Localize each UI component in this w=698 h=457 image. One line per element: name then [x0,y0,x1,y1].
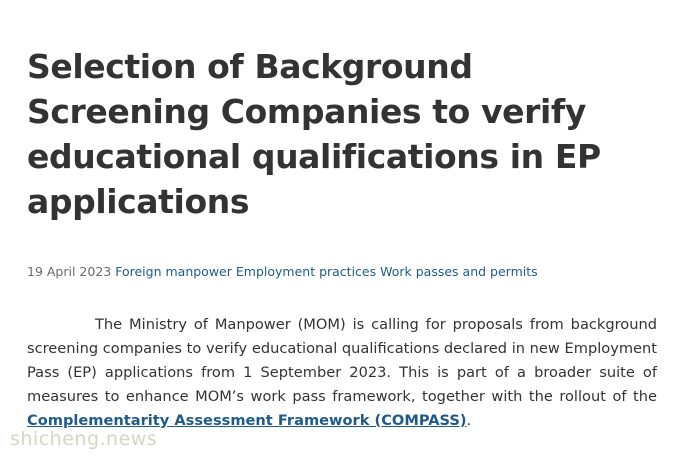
tag-employment-practices[interactable]: Employment practices [235,264,377,279]
compass-link[interactable]: Complementarity Assessment Framework (COMPASS) [27,412,467,429]
article-meta [27,263,538,281]
tag-work-passes-and-permits[interactable]: Work passes and permits [380,264,538,279]
tag-foreign-manpower[interactable]: Foreign manpower [115,264,232,279]
publish-date: 19 April 2023 [27,264,112,279]
body-text-after-link: . [466,412,472,429]
body-text-before-link: The Ministry of Manpower (MOM) is calling for proposals from background screening companies to verify educational qualifications declared in new Employment Pass (EP) applications from 1 September 2023. This is part of a broader suite of measures to enhance MOM’s work pass framework, together with the rollout of the [27,316,657,405]
watermark: shicheng.news [10,428,158,450]
page-title: Selection of Background Screening Companies to verify educational qualifications in EP applications [27,47,601,221]
article [27,44,659,224]
article-body [27,313,657,433]
